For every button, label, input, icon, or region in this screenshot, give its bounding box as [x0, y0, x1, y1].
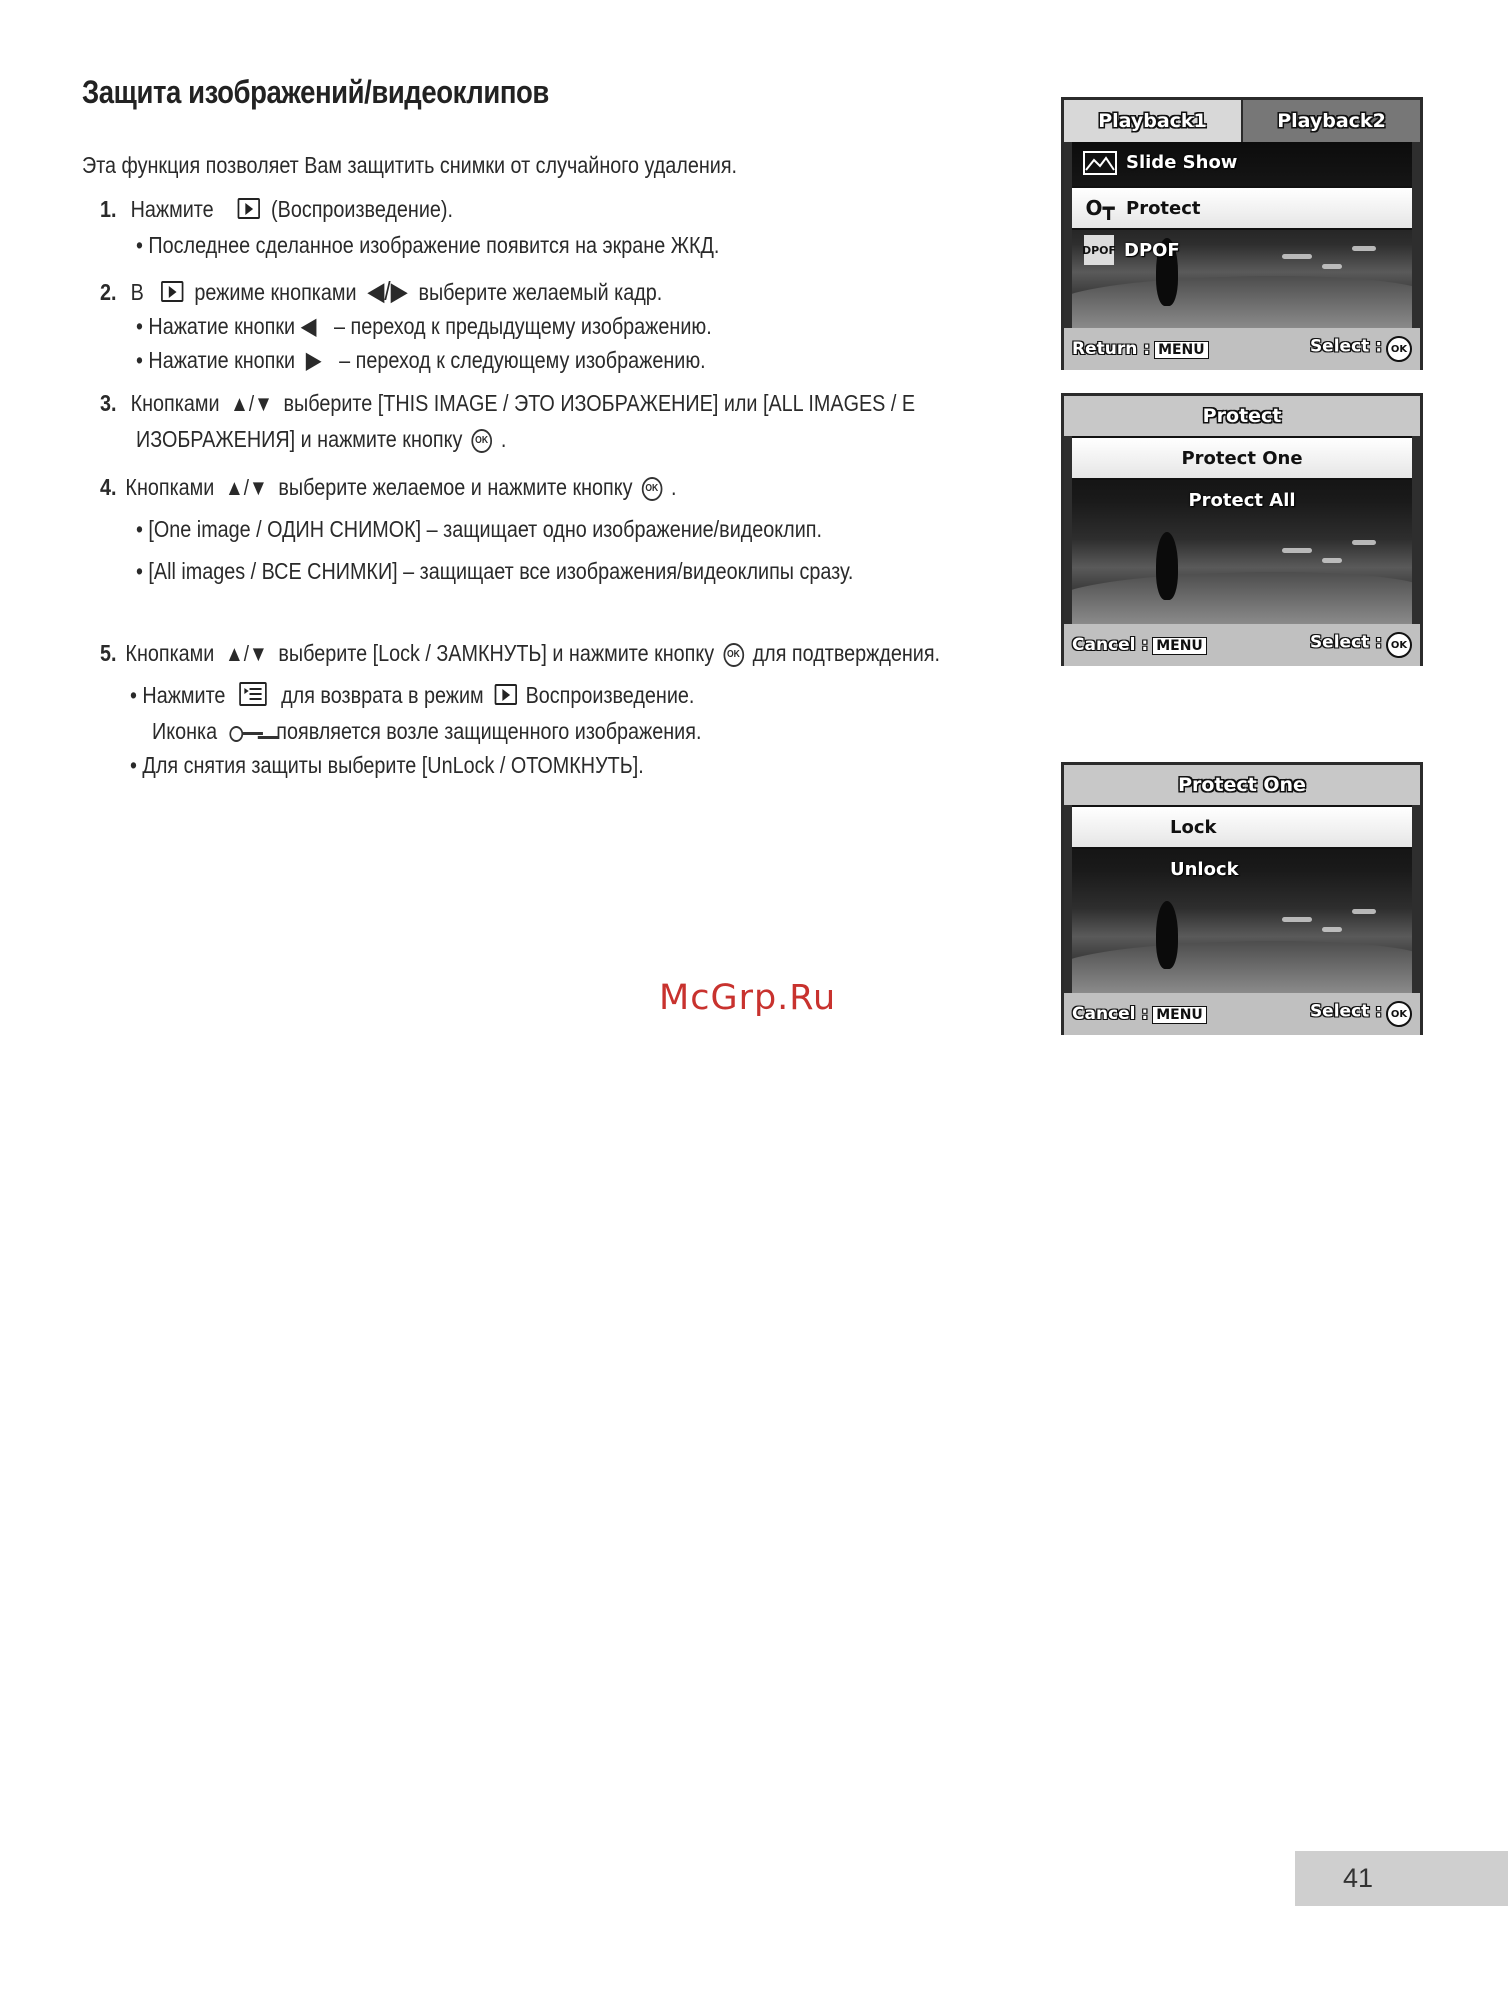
- menu-item-label: DPOF: [1124, 239, 1180, 261]
- step-3: [100, 390, 915, 417]
- step-4-bullet-1: • [One image / ОДИН СНИМОК] – защищает одно изображение/видеоклип.: [136, 516, 822, 542]
- step-5-bullet-2: • Для снятия защиты выберите [UnLock / ОТОМКНУТЬ].: [130, 752, 644, 778]
- left-arrow-icon: ◀: [300, 313, 317, 340]
- step-text: (Воспроизведение).: [271, 196, 453, 222]
- key-icon: [229, 726, 263, 740]
- menu-item-slide-show[interactable]: [1072, 142, 1412, 182]
- step-number: 4.: [100, 474, 117, 500]
- playback-icon: [161, 281, 183, 302]
- step-text: выберите [Lock / ЗАМКНУТЬ] и нажмите кнопку: [278, 640, 715, 666]
- menu-button-tag: MENU: [1154, 341, 1209, 359]
- step-number: 5.: [100, 640, 117, 666]
- up-down-arrows-icon: ▲/▼: [230, 391, 273, 416]
- hint-label: Select :: [1309, 1001, 1382, 1022]
- step-number: 3.: [100, 390, 117, 416]
- ok-button-icon: OK: [1386, 336, 1412, 362]
- up-down-arrows-icon: ▲/▼: [224, 475, 268, 500]
- bullet-text: – переход к следующему изображению.: [339, 347, 706, 373]
- hint-label: Select :: [1309, 336, 1382, 357]
- screen-footer: [1064, 328, 1420, 370]
- menu-button-tag: MENU: [1152, 1006, 1207, 1024]
- playback-icon: [494, 684, 516, 705]
- playback-icon: [238, 198, 260, 219]
- step-text: выберите [THIS IMAGE / ЭТО ИЗОБРАЖЕНИЕ] или [ALL IMAGES / Е: [283, 390, 916, 416]
- bullet-text: Иконка: [152, 718, 218, 744]
- left-right-arrows-icon: ◀/▶: [367, 276, 408, 306]
- menu-item-label: Protect: [1126, 197, 1201, 219]
- step-4-bullet-2: • [All images / ВСЕ СНИМКИ] – защищает все изображения/видеоклипы сразу.: [136, 558, 854, 584]
- bullet-text: Воспроизведение.: [525, 682, 695, 708]
- page-title: Защита изображений/видеоклипов: [82, 74, 549, 110]
- playback-menu-screen: [1061, 97, 1423, 370]
- playback-tabs: [1064, 100, 1420, 142]
- step-4: [100, 474, 677, 501]
- step-text: выберите желаемый кадр.: [418, 279, 663, 305]
- slideshow-icon: [1080, 147, 1120, 177]
- ok-button-icon: OK: [471, 429, 492, 453]
- bullet-text: для возврата в режим: [281, 682, 484, 708]
- bullet-text: • Нажатие кнопки: [136, 313, 296, 339]
- dpof-icon: DPOF: [1084, 235, 1114, 265]
- step-text: .: [671, 474, 677, 500]
- page-number-box: [1295, 1851, 1508, 1906]
- menu-item-label: Slide Show: [1126, 151, 1238, 173]
- select-hint: [1310, 632, 1412, 658]
- page-number: 41: [1343, 1863, 1374, 1893]
- menu-item-protect[interactable]: [1072, 186, 1412, 230]
- step-5: [100, 640, 940, 667]
- tab-playback2[interactable]: Playback2: [1241, 100, 1420, 142]
- hint-label: Select :: [1309, 632, 1382, 653]
- intro-text: Эта функция позволяет Вам защитить снимки от случайного удаления.: [82, 152, 738, 178]
- step-text: ИЗОБРАЖЕНИЯ] и нажмите кнопку: [136, 426, 463, 452]
- up-down-arrows-icon: ▲/▼: [224, 641, 268, 666]
- step-1: [100, 196, 453, 223]
- step-5-bullet-1: [130, 682, 694, 709]
- hint-label: Cancel :: [1072, 635, 1149, 655]
- background-photo: [1072, 436, 1412, 624]
- cancel-hint: [1072, 1004, 1207, 1024]
- ok-button-icon: OK: [1386, 632, 1412, 658]
- hint-label: Cancel :: [1072, 1004, 1149, 1024]
- screen-footer: [1064, 993, 1420, 1035]
- ok-button-icon: OK: [641, 477, 662, 501]
- hint-label: Return :: [1072, 339, 1151, 359]
- tab-playback1[interactable]: Playback1: [1064, 100, 1241, 142]
- step-text: Нажмите: [130, 196, 214, 222]
- step-text: для подтверждения.: [752, 640, 941, 666]
- screen-footer: [1064, 624, 1420, 666]
- bullet-text: появляется возле защищенного изображения.: [276, 718, 702, 744]
- select-hint: [1310, 336, 1412, 362]
- step-1-bullet: • Последнее сделанное изображение появится на экране ЖКД.: [136, 232, 720, 258]
- ok-button-icon: OK: [1386, 1001, 1412, 1027]
- protect-menu-screen: [1061, 393, 1423, 666]
- menu-item-protect-one[interactable]: Protect One: [1072, 436, 1412, 480]
- bullet-text: • Нажатие кнопки: [136, 347, 296, 373]
- background-photo: [1072, 805, 1412, 993]
- step-2: [100, 276, 662, 307]
- step-text: Кнопками: [125, 640, 215, 666]
- screen-title: Protect One: [1064, 765, 1420, 805]
- menu-item-lock[interactable]: Lock: [1072, 805, 1412, 849]
- step-text: В: [130, 279, 144, 305]
- step-5-line-2: [152, 718, 701, 745]
- step-text: Кнопками: [130, 390, 220, 416]
- watermark: McGrp.Ru: [659, 978, 837, 1018]
- bullet-text: • Нажмите: [130, 682, 226, 708]
- cancel-hint: [1072, 635, 1207, 655]
- menu-icon: [240, 682, 268, 706]
- return-hint: [1072, 339, 1209, 359]
- step-number: 1.: [100, 196, 117, 222]
- background-photo: [1072, 142, 1412, 328]
- step-2-bullet-1: [136, 312, 712, 341]
- step-3-line-2: [136, 426, 506, 453]
- right-arrow-icon: ▶: [305, 347, 322, 374]
- bullet-text: – переход к предыдущему изображению.: [334, 313, 712, 339]
- menu-item-protect-all[interactable]: Protect All: [1188, 489, 1296, 511]
- step-text: режиме кнопками: [194, 279, 357, 305]
- menu-item-dpof[interactable]: [1072, 230, 1412, 270]
- step-text: .: [500, 426, 507, 452]
- menu-item-unlock[interactable]: Unlock: [1170, 858, 1239, 880]
- key-icon: O┳: [1085, 196, 1115, 220]
- step-number: 2.: [100, 279, 117, 305]
- menu-button-tag: MENU: [1152, 637, 1207, 655]
- ok-button-icon: OK: [723, 643, 744, 667]
- protect-one-menu-screen: [1061, 762, 1423, 1035]
- screen-title: Protect: [1064, 396, 1420, 436]
- step-text: выберите желаемое и нажмите кнопку: [278, 474, 633, 500]
- select-hint: [1310, 1001, 1412, 1027]
- step-text: Кнопками: [125, 474, 215, 500]
- step-2-bullet-2: [136, 346, 706, 375]
